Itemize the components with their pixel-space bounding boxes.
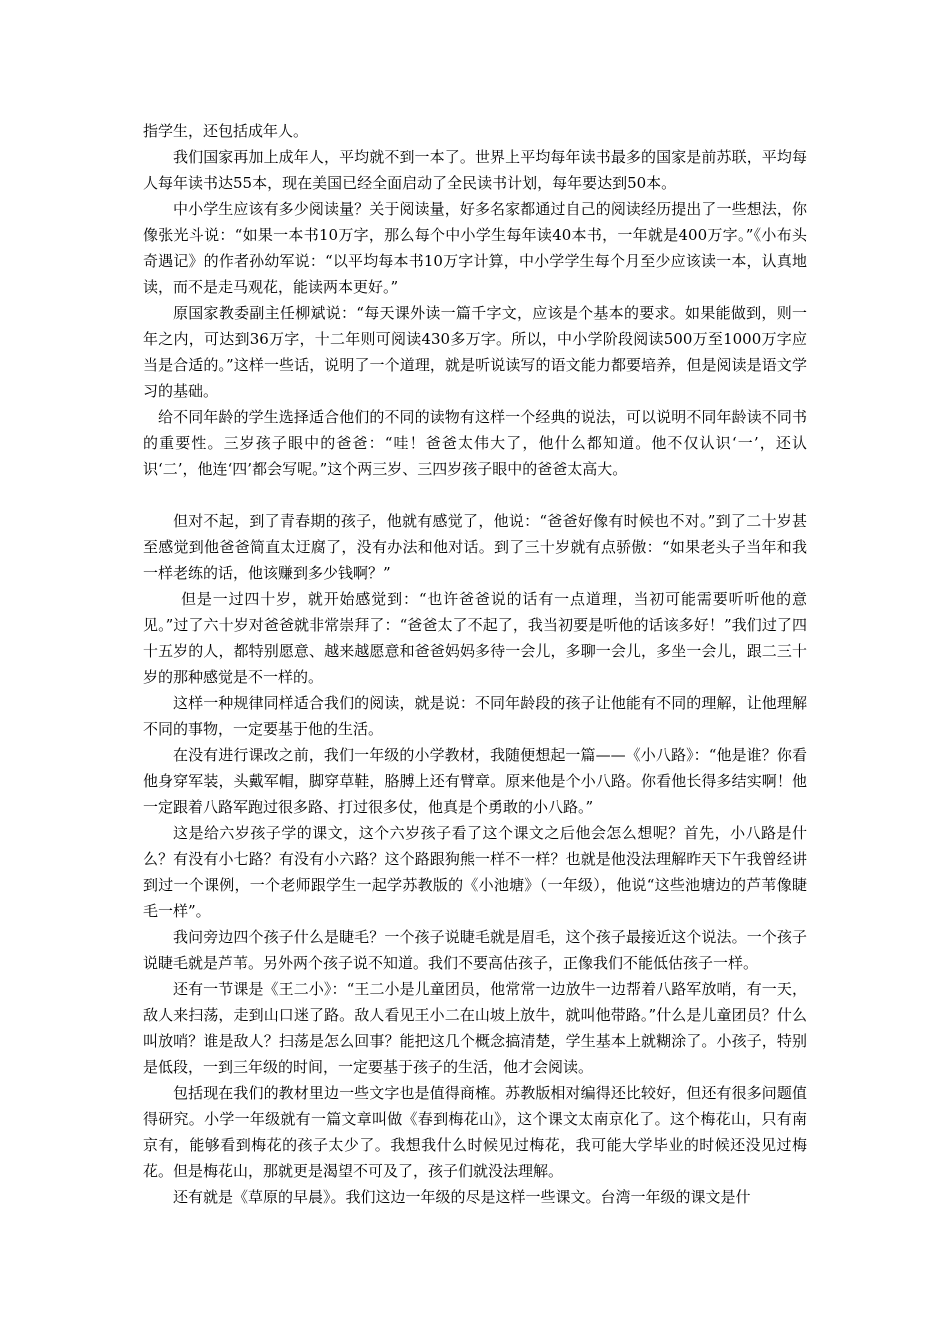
paragraph-1: 指学生，还包括成年人。: [143, 122, 309, 140]
paragraph-13: 包括现在我们的教材里边一些文字也是值得商榷。苏教版相对编得还比较好，但还有很多问题值得研究。小学一年级就有一篇文章叫做《春到梅花山》，这个课文太南京化了。这个梅花山，只有南京有，能够看到梅花的孩子太少了。我想我什么时候见过梅花，我可能大学毕业的时候还没见过梅花。但是梅花山，那就更是渴望不可及了，孩子们就没法理解。: [143, 1084, 807, 1180]
paragraph-9: 在没有进行课改之前，我们一年级的小学教材，我随便想起一篇——《小八路》：“他是谁？你看他身穿军装，头戴军帽，脚穿草鞋，胳膊上还有臂章。原来他是个小八路。你看他长得多结实啊！他一定跟着八路军跑过很多路、打过很多仗，他真是个勇敢的小八路。”: [143, 746, 807, 816]
paragraph-5: 给不同年龄的学生选择适合他们的不同的读物有这样一个经典的说法，可以说明不同年龄读不同书的重要性。三岁孩子眼中的爸爸：“哇！爸爸太伟大了，他什么都知道。他不仅认识‘一’，还认识‘二’，他连‘四’都会写呢。”这个两三岁、三四岁孩子眼中的爸爸太高大。: [143, 408, 807, 478]
paragraph-8: 这样一种规律同样适合我们的阅读，就是说：不同年龄段的孩子让他能有不同的理解，让他理解不同的事物，一定要基于他的生活。: [143, 694, 807, 738]
document-page: [143, 118, 807, 1210]
paragraph-4: 原国家教委副主任柳斌说：“每天课外读一篇千字文，应该是个基本的要求。如果能做到，则一年之内，可达到36万字，十二年则可阅读430多万字。所以，中小学阶段阅读500万至1000万字应当是合适的。”这样一些话，说明了一个道理，就是听说读写的语文能力都要培养，但是阅读是语文学习的基础。: [143, 304, 807, 400]
paragraph-14: 还有就是《草原的早晨》。我们这边一年级的尽是这样一些课文。台湾一年级的课文是什: [173, 1188, 751, 1206]
blank-line: [143, 482, 807, 508]
paragraph-11: 我问旁边四个孩子什么是睫毛？一个孩子说睫毛就是眉毛，这个孩子最接近这个说法。一个孩子说睫毛就是芦苇。另外两个孩子说不知道。我们不要高估孩子，正像我们不能低估孩子一样。: [143, 928, 807, 972]
paragraph-6: 但对不起，到了青春期的孩子，他就有感觉了，他说：“爸爸好像有时候也不对。”到了二十岁甚至感觉到他爸爸简直太迂腐了，没有办法和他对话。到了三十岁就有点骄傲：“如果老头子当年和我一样老练的话，他该赚到多少钱啊？”: [143, 512, 807, 582]
paragraph-7: 但是一过四十岁，就开始感觉到：“也许爸爸说的话有一点道理，当初可能需要听听他的意见。”过了六十岁对爸爸就非常崇拜了：“爸爸太了不起了，我当初要是听他的话该多好！”我们过了四十五岁的人，都特别愿意、越来越愿意和爸爸妈妈多待一会儿，多聊一会儿，多坐一会儿，跟二三十岁的那种感觉是不一样的。: [143, 590, 807, 686]
paragraph-2: 我们国家再加上成年人，平均就不到一本了。世界上平均每年读书最多的国家是前苏联，平均每人每年读书达55本，现在美国已经全面启动了全民读书计划，每年要达到50本。: [143, 148, 807, 192]
paragraph-10: 这是给六岁孩子学的课文，这个六岁孩子看了这个课文之后他会怎么想呢？首先，小八路是什么？有没有小七路？有没有小六路？这个路跟狗熊一样不一样？也就是他没法理解昨天下午我曾经讲到过一个课例，一个老师跟学生一起学苏教版的《小池塘》（一年级），他说“这些池塘边的芦苇像睫毛一样”。: [143, 824, 807, 920]
paragraph-12: 还有一节课是《王二小》：“王二小是儿童团员，他常常一边放牛一边帮着八路军放哨，有一天，敌人来扫荡，走到山口迷了路。敌人看见王小二在山坡上放牛，就叫他带路。”什么是儿童团员？什么叫放哨？谁是敌人？扫荡是怎么回事？能把这几个概念搞清楚，学生基本上就糊涂了。小孩子，特别是低段，一到三年级的时间，一定要基于孩子的生活，他才会阅读。: [143, 980, 807, 1076]
paragraph-3: 中小学生应该有多少阅读量？关于阅读量，好多名家都通过自己的阅读经历提出了一些想法，你像张光斗说：“如果一本书10万字，那么每个中小学生每年读40本书，一年就是400万字。”《小布头奇遇记》的作者孙幼军说：“以平均每本书10万字计算，中小学学生每个月至少应该读一本，认真地读，而不是走马观花，能读两本更好。”: [143, 200, 807, 296]
